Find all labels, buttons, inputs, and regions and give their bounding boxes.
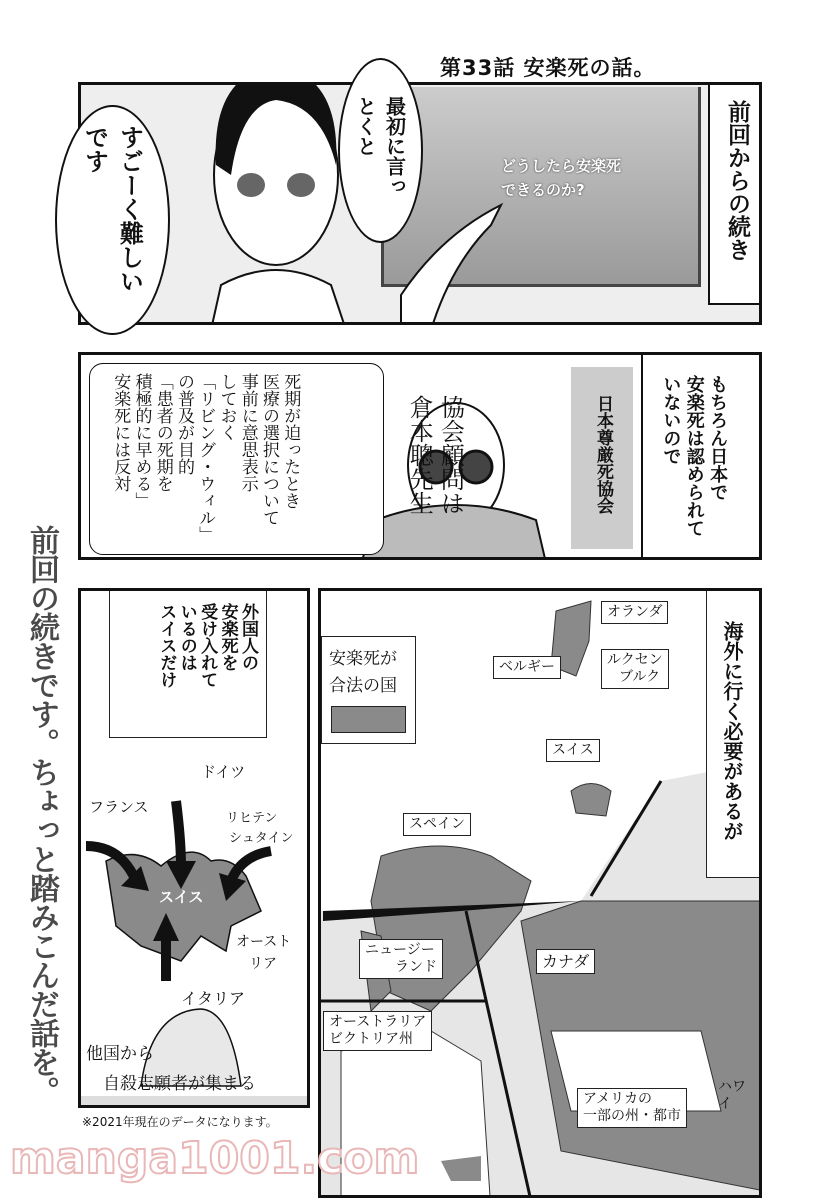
label-italy: イタリア [181, 989, 246, 1008]
label-australia: オーストラリア ビクトリア州 [323, 1011, 432, 1051]
label-austria-1: オースト [236, 934, 292, 950]
chalkboard-text-2: できるのか? [501, 181, 585, 199]
caption-text: もちろん日本で 安楽死は認められて いないので [660, 375, 729, 537]
legend-line-2: 合法の国 [329, 676, 397, 696]
org-label: 日本尊厳死協会 [593, 395, 613, 514]
label-austria-2: リア [249, 956, 277, 972]
panel-4-world-map [318, 588, 762, 1198]
note-line-2: 自殺志願者が集まる [103, 1074, 256, 1094]
footnote: ※2021年現在のデータになります。 [82, 1115, 278, 1129]
label-canada: カナダ [536, 949, 595, 974]
speech-bubble-first: 最初に言っとくと [338, 58, 423, 243]
label-liechtenstein-1: リヒテン [226, 811, 278, 826]
label-new-zealand: ニュージー ランド [359, 939, 443, 979]
chalkboard-text-1: どうしたら安楽死 [501, 157, 622, 175]
label-usa: アメリカの 一部の州・都市 [577, 1088, 687, 1128]
caption-text: 前回からの続き [724, 100, 750, 261]
label-france: フランス [89, 798, 149, 816]
label-liechtenstein-2: シュタイン [229, 831, 294, 846]
side-note: 前回の続きです。ちょっと踏みこんだ話を。 [24, 525, 59, 1105]
label-spain: スペイン [403, 813, 471, 836]
caption-text: 海外に行く必要があるが [720, 621, 744, 841]
label-switzerland: スイス [159, 888, 204, 906]
legend-swatch [331, 706, 406, 733]
label-luxembourg: ルクセン ブルク [601, 649, 669, 689]
label-switzerland: スイス [546, 739, 600, 762]
label-germany: ドイツ [201, 763, 246, 781]
chapter-title: 第33話 安楽死の話。 [440, 56, 656, 80]
label-netherlands: オランダ [601, 601, 668, 624]
watermark: manga1001.com [10, 1133, 420, 1184]
panel-3-switzerland-map [78, 588, 310, 1108]
speech-bubble-difficult: すごーく難しいです [55, 105, 170, 335]
label-belgium: ベルギー [493, 656, 561, 679]
advisor-caption: 協会顧問は 倉本聰先生 [405, 395, 465, 515]
panel-2 [78, 352, 762, 560]
caption-divider [641, 355, 643, 560]
legend-line-1: 安楽死が [329, 649, 397, 669]
label-hawaii: ハワイ [718, 1079, 746, 1112]
note-line-1: 他国から [86, 1044, 154, 1064]
speech-box-text: 死期が迫ったとき 医療の選択について 事前に意思表示 しておく 「リビング・ウィル」 の普及が目的 「患者の死期を 積極的に早める」 安楽死には反対 [110, 373, 301, 543]
caption-text: 外国人の 安楽死を 受け入れて いるのは スイスだけ [156, 603, 258, 688]
